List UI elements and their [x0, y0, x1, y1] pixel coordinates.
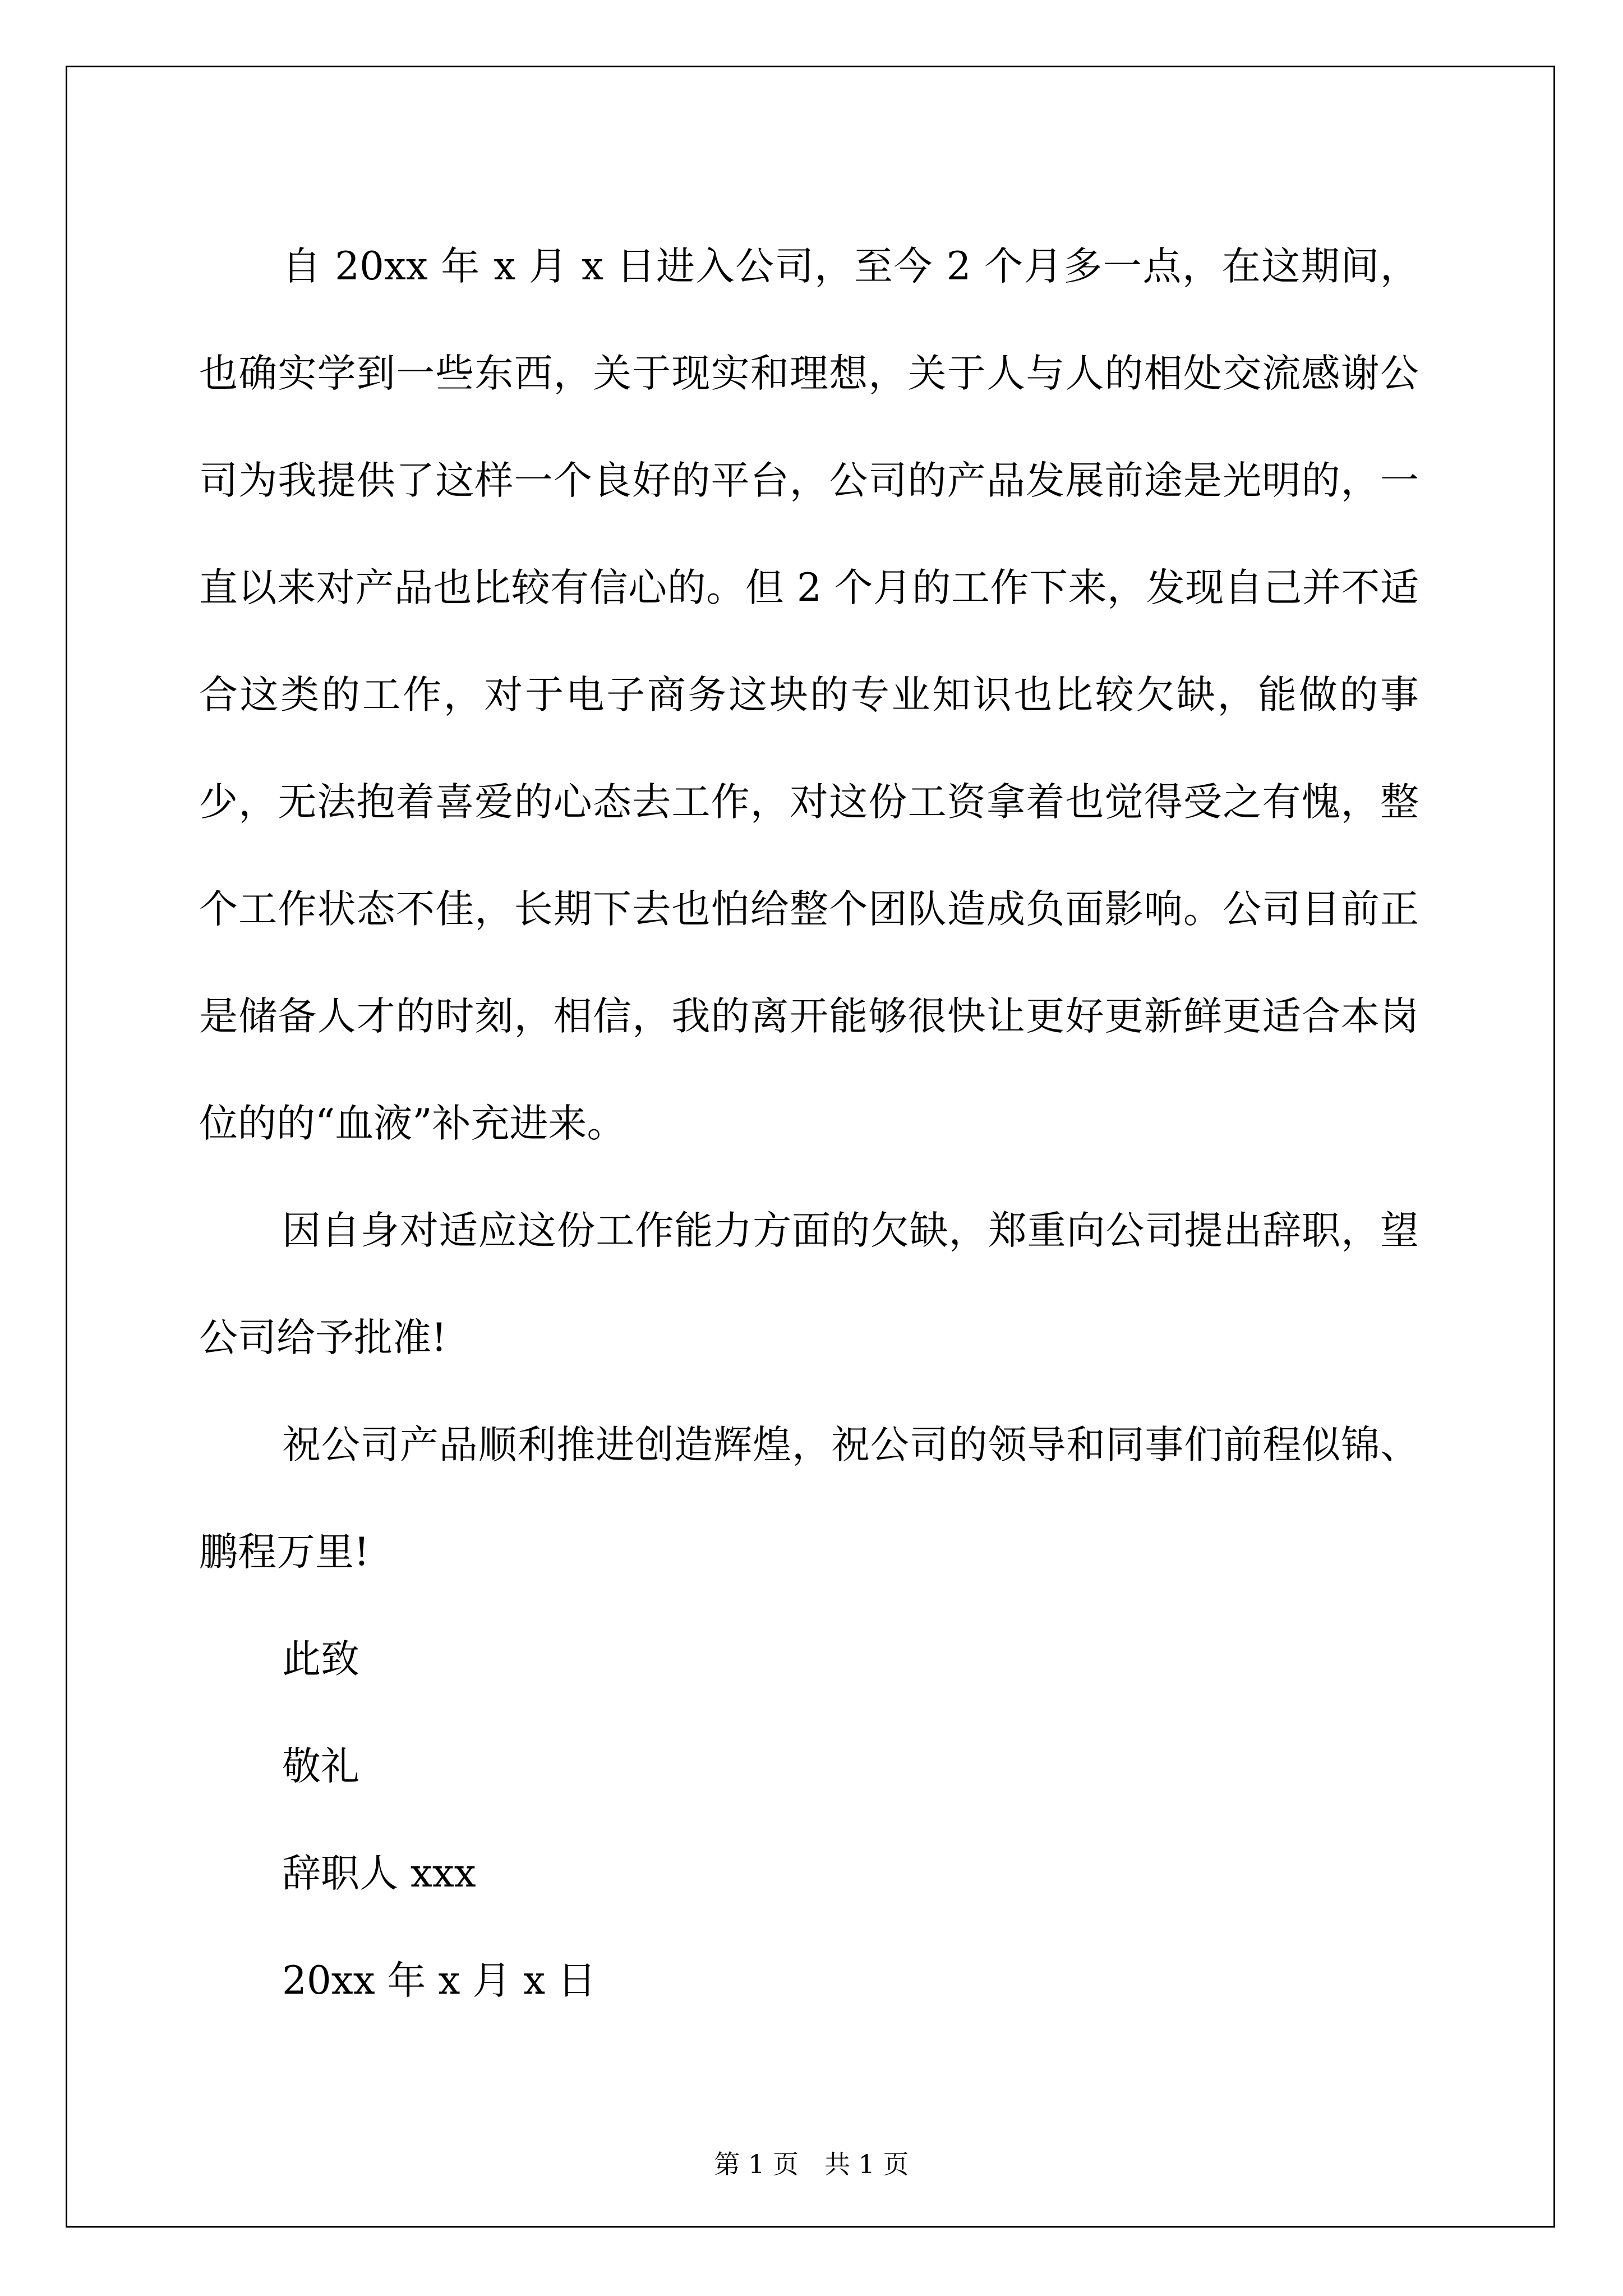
paragraph-resignation-request: 因自身对适应这份工作能力方面的欠缺，郑重向公司提出辞职，望公司给予批准! — [199, 1208, 1419, 1360]
signer-line: 辞职人 xxx — [282, 1851, 476, 1896]
page-number-total: 共 1 页 — [824, 2149, 909, 2179]
document-body — [199, 213, 1419, 2035]
page-footer — [0, 2147, 1623, 2181]
salutation-jing-li: 敬礼 — [282, 1744, 359, 1789]
paragraph-wishes: 祝公司产品顺利推进创造辉煌，祝公司的领导和同事们前程似锦、鹏程万里! — [199, 1423, 1419, 1575]
page-number-current: 第 1 页 — [714, 2149, 799, 2179]
paragraph-main: 自 20xx 年 x 月 x 日进入公司，至今 2 个月多一点，在这期间，也确实学到一些东西，关于现实和理想，关于人与人的相处交流感谢公司为我提供了这样一个良好的平台，公司的产品发展前途是光明的，一直以来对产品也比较有信心的。但 2 个月的工作下来，发现自己并不适合这类的工作，对于电子商务这块的专业知识也比较欠缺，能做的事少，无法抱着喜爱的心态去工作，对这份工资拿着也觉得受之有愧，整个工作状态不佳，长期下去也怕给整个团队造成负面影响。公司目前正是储备人才的时刻，相信，我的离开能够很快让更好更新鲜更适合本岗位的的“血液”补充进来。 — [199, 244, 1419, 1146]
salutation-ci-zhi: 此致 — [282, 1637, 359, 1682]
date-line: 20xx 年 x 月 x 日 — [282, 1958, 597, 2003]
